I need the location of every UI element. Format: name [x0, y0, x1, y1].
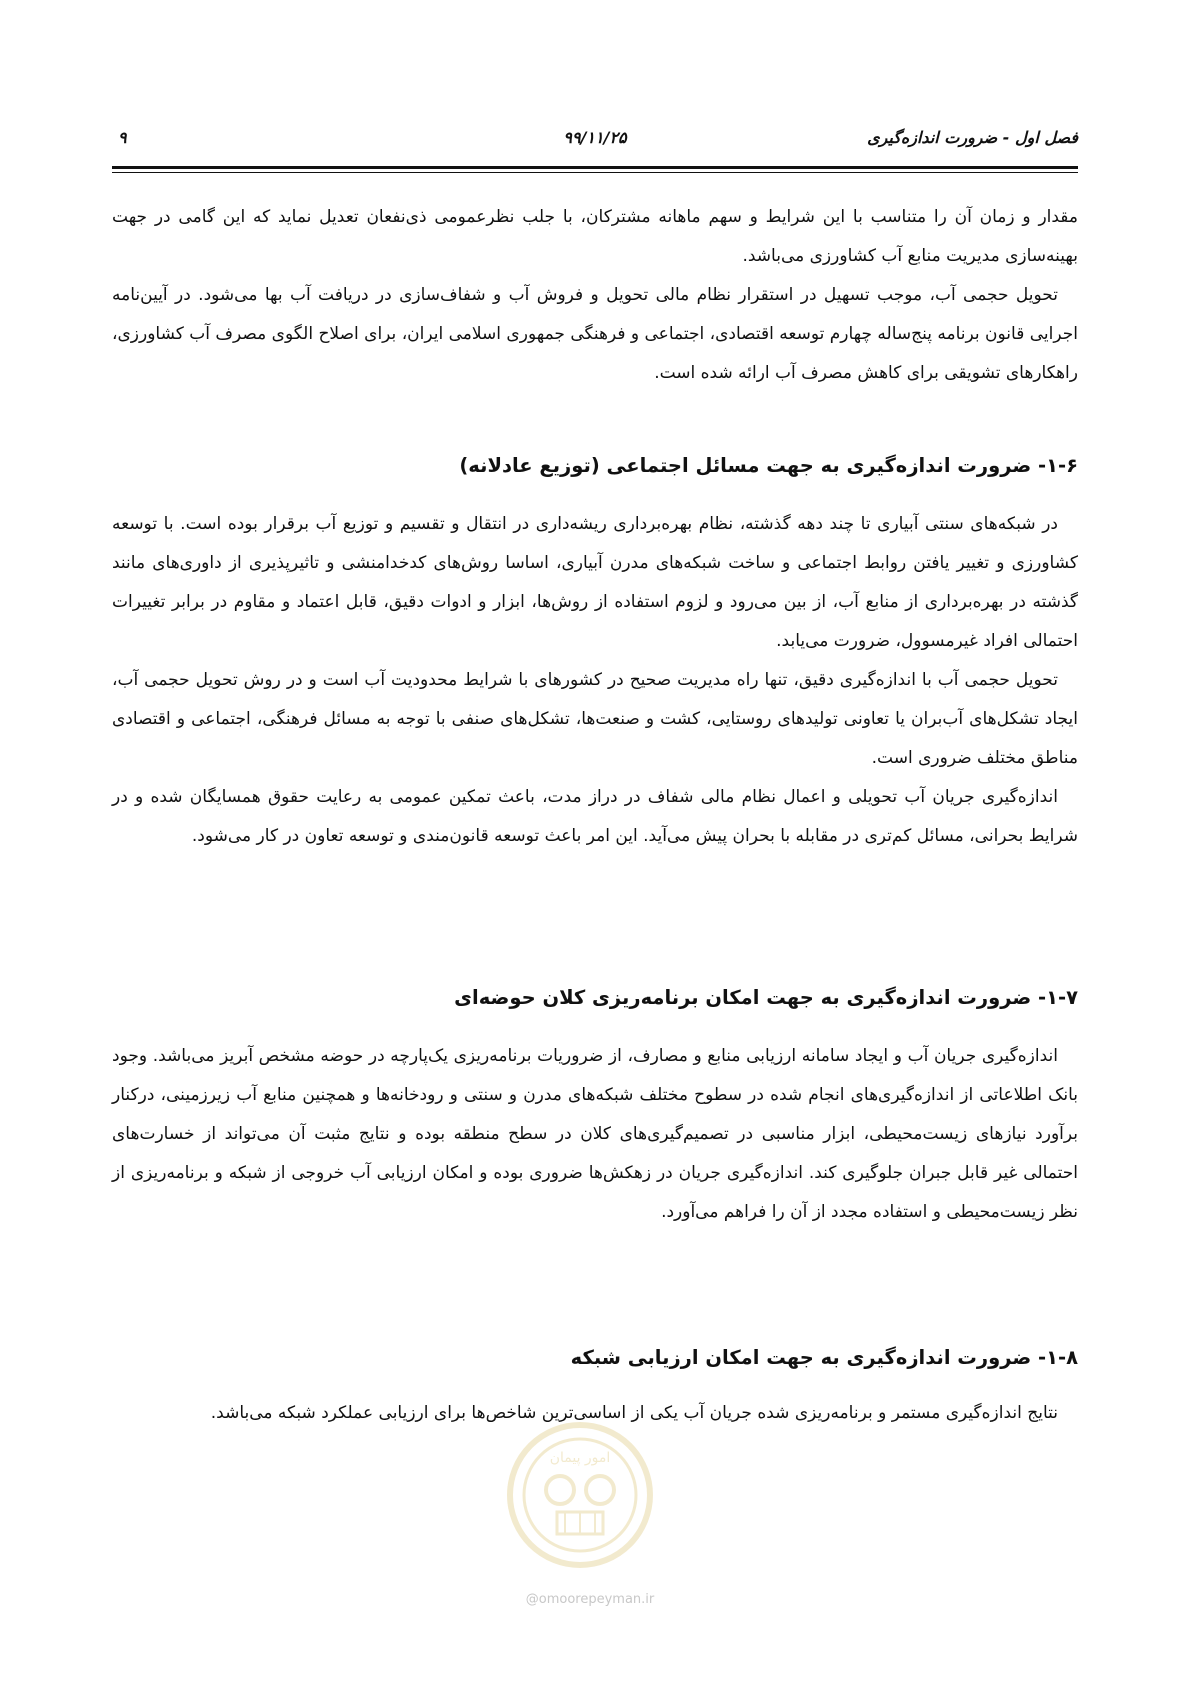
intro-paragraph-1: مقدار و زمان آن را متناسب با این شرایط و سهم ماهانه مشترکان، با جلب نظرعمومی ذی‌نفعان تعدیل نماید که این گامی در جهت بهینه‌سازی مدیریت منابع آب کشاورزی می‌باشد.	[112, 207, 1078, 266]
header-rule-thin	[112, 172, 1078, 173]
section-6-heading: ۱-۶- ضرورت اندازه‌گیری به جهت مسائل اجتماعی (توزیع عادلانه)	[459, 454, 1078, 477]
section-7-paragraph-1: اندازه‌گیری جریان آب و ایجاد سامانه ارزیابی منابع و مصارف، از ضروریات برنامه‌ریزی یک‌پارچه در حوضه مشخص آبریز می‌باشد. وجود بانک اطلاعاتی از اندازه‌گیری‌های انجام شده در سطوح مختلف شبکه‌های مدرن و سنتی و رودخانه‌ها و همچنین منابع آب زیرزمینی، درکنار برآورد نیازهای زیست‌محیطی، ابزار مناسبی در تصمیم‌گیری‌های کلان در سطح منطقه بوده و نتایج مثبت آن می‌تواند از خسارت‌های احتمالی غیر قابل جبران جلوگیری کند. اندازه‌گیری جریان در زهکش‌ها ضروری بوده و امکان ارزیابی آب خروجی از شبکه و برنامه‌ریزی از نظر زیست‌محیطی و استفاده مجدد از آن را فراهم می‌آورد.	[112, 1046, 1078, 1222]
section-8-paragraph-1: نتایج اندازه‌گیری مستمر و برنامه‌ریزی شده جریان آب یکی از اساسی‌ترین شاخص‌ها برای ارزیابی عملکرد شبکه می‌باشد.	[210, 1403, 1058, 1423]
section-6-body	[112, 505, 1078, 856]
section-7	[112, 978, 1078, 1018]
seal-watermark-icon	[505, 1420, 655, 1570]
section-7-heading: ۱-۷- ضرورت اندازه‌گیری به جهت امکان برنامه‌ریزی کلان حوضه‌ای	[454, 986, 1078, 1009]
intro-paragraph-2: تحویل حجمی آب، موجب تسهیل در استقرار نظام مالی تحویل و فروش آب و شفاف‌سازی در دریافت آب بها می‌شود. در آیین‌نامه اجرایی قانون برنامه پنج‌ساله چهارم توسعه اقتصادی، اجتماعی و فرهنگی جمهوری اسلامی ایران، برای اصلاح الگوی مصرف آب کشاورزی، راهکارهای تشویقی برای کاهش مصرف آب ارائه شده است.	[112, 285, 1078, 383]
chapter-title: فصل اول - ضرورت اندازه‌گیری	[867, 128, 1078, 147]
intro-block	[112, 198, 1078, 393]
page-number: ۹	[118, 128, 127, 147]
section-6-paragraph-2: تحویل حجمی آب با اندازه‌گیری دقیق، تنها راه مدیریت صحیح در کشورهای با شرایط محدودیت آب است و در روش تحویل حجمی آب، ایجاد تشکل‌های آب‌بران یا تعاونی تولیدهای روستایی، کشت و صنعت‌ها، تشکل‌های صنفی با توجه به مسائل فرهنگی، اجتماعی و اقتصادی مناطق مختلف ضروری است.	[112, 670, 1078, 768]
header-date: ۹۹/۱۱/۲۵	[563, 128, 627, 147]
section-8	[112, 1338, 1078, 1378]
section-6	[112, 446, 1078, 486]
seal-text: امور پیمان	[549, 1450, 611, 1466]
header-rule-thick	[112, 166, 1078, 169]
watermark-site: @omoorepeyman.ir	[525, 1592, 655, 1607]
page-header	[112, 128, 1078, 156]
section-6-paragraph-1: در شبکه‌های سنتی آبیاری تا چند دهه گذشته، نظام بهره‌برداری ریشه‌داری در انتقال و تقسیم و توزیع آب برقرار بوده است. با توسعه کشاورزی و تغییر یافتن روابط اجتماعی و ساخت شبکه‌های مدرن آبیاری، اساسا روش‌های کدخدامنشی و تاثیرپذیری از داوری‌های مانند گذشته در بهره‌برداری از منابع آب، از بین می‌رود و لزوم استفاده از روش‌ها، ابزار و ادوات دقیق، قابل اعتماد و مقاوم در برابر تغییرات احتمالی افراد غیرمسوول، ضرورت می‌یابد.	[112, 514, 1078, 651]
section-7-body	[112, 1037, 1078, 1232]
section-8-heading: ۱-۸- ضرورت اندازه‌گیری به جهت امکان ارزیابی شبکه	[570, 1346, 1078, 1369]
section-6-paragraph-3: اندازه‌گیری جریان آب تحویلی و اعمال نظام مالی شفاف در دراز مدت، باعث تمکین عمومی به رعایت حقوق همسایگان شده و در شرایط بحرانی، مسائل کم‌تری در مقابله با بحران پیش می‌آید. این امر باعث توسعه قانون‌مندی و توسعه تعاون در کار می‌شود.	[112, 787, 1078, 846]
